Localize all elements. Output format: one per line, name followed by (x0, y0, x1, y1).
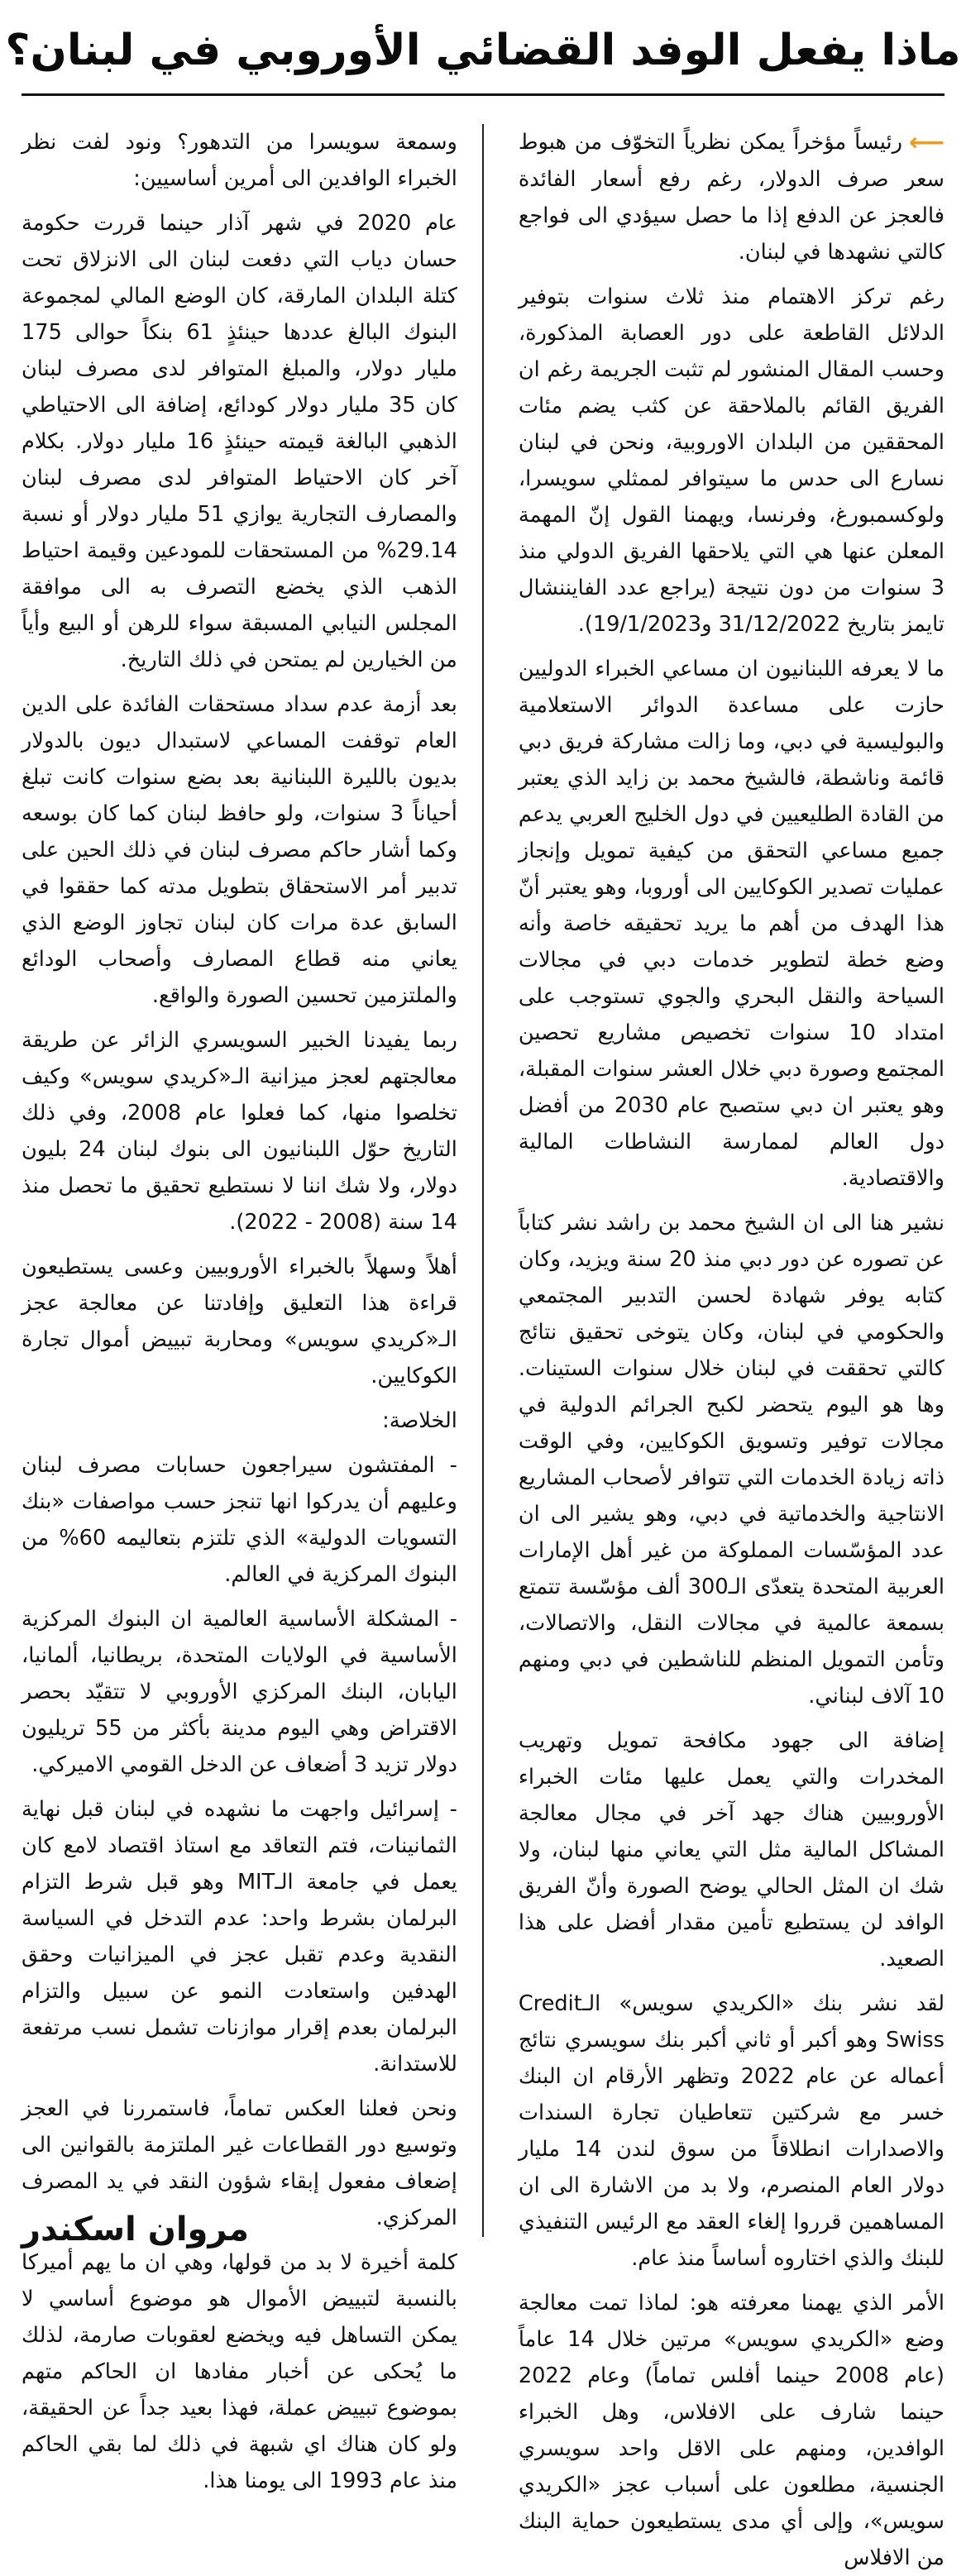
conclusion-heading: الخلاصة: (382, 1408, 457, 1433)
paragraph: ربما يفيدنا الخبير السويسري الزائر عن طريقة معالجتهم لعجز ميزانية الـ«كريدي سويس» وكيف تخلصوا منها، كما فعلوا عام 2008، وفي ذلك التاريخ حوّل اللبنانيون الى بنوك لبنان 24 بليون دولار، ولا شك اننا لا نستطيع تحقيق ما تحصل منذ 14 سنة (2008 - 2022). (22, 1028, 457, 1235)
paragraph: ونحن فعلنا العكس تماماً، فاستمررنا في العجز وتوسيع دور القطاعات غير الملتزمة بالقوانين الى إضعاف مفعول إبقاء شؤون النقد في يد المصرف المركزي. (22, 2096, 457, 2230)
paragraph: كلمة أخيرة لا بد من قولها، وهي ان ما يهم أميركا بالنسبة لتبييض الأموال هو موضوع أساسي لا يمكن التساهل فيه ويخضع لعقوبات صارمة، لذلك ما يُحكى عن أخبار مفادها ان الحاكم متهم بموضوع تبييض عملة، فهذا بعيد جداً عن الحقيقة، ولو كان هناك اي شبهة في ذلك لما بقي الحاكم منذ عام 1993 الى يومنا هذا. (22, 2250, 457, 2493)
arrow-left-icon: ⟵ (908, 128, 944, 157)
author-byline: مروان اسكندر (22, 2210, 250, 2249)
paragraph: الأمر الذي يهمنا معرفته هو: لماذا تمت معالجة وضع «الكريدي سويس» مرتين خلال 14 عاماً (عام 2008 حينما أفلس تماماً) وعام 2022 حينما شارف على الافلاس، وهل الخبراء الوافدين، ومنهم على الاقل واحد سويسري الجنسية، مطلعون على أسباب عجز «الكريدي سويس»، وإلى أي مدى يستطيعون حماية البنك من الافلاس (518, 2291, 944, 2570)
paragraph: نشير هنا الى ان الشيخ محمد بن راشد نشر كتاباً عن تصوره عن دور دبي منذ 20 سنة ويزيد، وكان كتابه يوفر شهادة لحسن التدبير المجتمعي والحكومي في لبنان، وكان يتوخى تحقيق نتائج كالتي تحققت في لبنان خلال سنوات الستينات. وها هو اليوم يتحضر لكبح الجرائم الدولية في مجالات توفير وتسويق الكوكايين، وفي الوقت ذاته زيادة الخدمات التي تتوافر لأصحاب المشاريع الانتاجية والخدماتية في دبي، وهو يشير الى ان عدد المؤسّسات المملوكة من غير أهل الإمارات العربية المتحدة يتعدّى الـ300 ألف مؤسّسة تتمتع بسمعة عالمية في مجالات النقل، والاتصالات، وتأمن التمويل المنظم للناشطين في دبي ومنهم 10 آلاف لبناني. (518, 1211, 945, 1709)
column-divider (482, 124, 484, 2237)
right-column (500, 124, 945, 2570)
paragraph: أهلاً وسهلاً بالخبراء الأوروبيين وعسى يستطيعون قراءة هذا التعليق وإفادتنا عن معالجة عجز الـ«كريدي سويس» ومحاربة تبييض أموال تجارة الكوكايين. (22, 1255, 457, 1388)
paragraph: ما لا يعرفه اللبنانيون ان مساعي الخبراء الدوليين حازت على مساعدة الدوائر الاستعلامية والبوليسية في دبي، وما زالت مشاركة فريق دبي قائمة وناشطة، فالشيخ محمد بن زايد الذي يعتبر من القادة الطليعيين في دول الخليج العربي يدعم جميع مساعي التحقق من كيفية تمويل وإنجاز عمليات تصدير الكوكايين الى أوروبا، وهو يعتبر أنّ هذا الهدف من أهم ما يريد تحقيقه خاصة وأنه وضع خطة لتطوير خدمات دبي في مجالات السياحة والنقل البحري والجوي تستوجب على امتداد 10 سنوات تخصيص مشاريع تحصين المجتمع وصورة دبي خلال العشر سنوات المقبلة، وهو يعتبر ان دبي ستصبح عام 2030 من أفضل دول العالم لممارسة النشاطات المالية والاقتصادية. (518, 657, 945, 1191)
paragraph: رغم تركز الاهتمام منذ ثلاث سنوات بتوفير الدلائل القاطعة على دور العصابة المذكورة، وحسب المقال المنشور لم تثبت الجريمة رغم ان الفريق القائم بالملاحقة عن كثب يضم مئات المحققين من البلدان الاوروبية، ونحن في لبنان نسارع الى حدس ما سيتوافر لممثلي سويسرا، ولوكسمبورغ، وفرنسا، ويهمنا القول إنّ المهمة المعلن عنها هي التي يلاحقها الفريق الدولي منذ 3 سنوات من دون نتيجة (يراجع عدد الفايننشال تايمز بتاريخ 31/12/2022 و19/1/2023). (518, 284, 944, 637)
paragraph: - المشكلة الأساسية العالمية ان البنوك المركزية الأساسية في الولايات المتحدة، بريطانيا، ألمانيا، اليابان، البنك المركزي الأوروبي لا تتقيّد بحصر الاقتراض وهي اليوم مدينة بأكثر من 55 تريليون دولار تزيد 3 أضعاف عن الدخل القومي الاميركي. (22, 1607, 457, 1777)
paragraph: بعد أزمة عدم سداد مستحقات الفائدة على الدين العام توقفت المساعي لاستبدال ديون بالدولار بديون بالليرة اللبنانية بعد بضع سنوات كانت تبلغ أحياناً 3 سنوات، ولو حافظ لبنان كما كان بوسعه وكما أشار حاكم مصرف لبنان في ذلك الحين على تدبير أمر الاستحقاق بتطويل مدته كما حققوا في السابق عدة مرات كان لبنان تجاوز الوضع الذي يعاني منه قطاع المصارف وأصحاب الودائع والملتزمين تحسين الصورة والواقع. (22, 692, 457, 1008)
paragraph: - المفتشون سيراجعون حسابات مصرف لبنان وعليهم أن يدركوا انها تنجز حسب مواصفات «بنك التسويات الدولية» الذي تلتزم بتعاليمه 60% من البنوك المركزية في العالم. (22, 1453, 457, 1587)
article-headline: ماذا يفعل الوفد القضائي الأوروبي في لبنان؟ (22, 15, 944, 96)
paragraph: لقد نشر بنك «الكريدي سويس» الـCredit Swiss وهو أكبر أو ثاني أكبر بنك سويسري نتائج أعماله عن عام 2022 وتظهر الأرقام ان البنك خسر مع شركتين تتعاطيان تجارة السندات والاصدارات انطلاقاً من سوق لندن 14 مليار دولار العام المنصرم، ولا بد من الاشارة الى ان المساهمين قرروا إلغاء العقد مع الرئيس التنفيذي للبنك والذي اختاروه أساساً منذ عام. (518, 1991, 945, 2271)
paragraph: إضافة الى جهود مكافحة تمويل وتهريب المخدرات والتي يعمل عليها مئات الخبراء الأوروبيين هناك جهد آخر في مجال معالجة المشاكل المالية مثل التي يعاني منها لبنان، ولا شك ان المثل الحالي يوضح الصورة وأنّ الفريق الوافد لن يستطيع تأمين مقدار أفضل على هذا الصعيد. (518, 1728, 944, 1971)
paragraph-text: رئيساً مؤخراً يمكن نظرياً التخوّف من هبوط سعر صرف الدولار، رغم رفع أسعار الفائدة فالعجز عن الدفع إذا ما حصل سيؤدي الى فواجع كالتي نشهدها في لبنان. (518, 130, 944, 265)
paragraph: عام 2020 في شهر آذار حينما قررت حكومة حسان دياب التي دفعت لبنان الى الانزلاق تحت كتلة البلدان المارقة، كان الوضع المالي لمجموعة البنوك البالغ عددها حينئذٍ 61 بنكاً حوالى 175 مليار دولار، والمبلغ المتوافر لدى مصرف لبنان كان 35 مليار دولار كودائع، إضافة الى الاحتياطي الذهبي البالغة قيمته حينئذٍ 16 مليار دولار. بكلام آخر كان الاحتياط المتوافر لدى مصرف لبنان والمصارف التجارية يوازي 51 مليار دولار أو نسبة 29.14% من المستحقات للمودعين وقيمة احتياط الذهب الذي يخضع التصرف به الى موافقة المجلس النيابي المسبقة سواء للرهن أو البيع وأياً من الخيارين لم يمتحن في ذلك التاريخ. (22, 211, 457, 672)
paragraph: وسمعة سويسرا من التدهور؟ ونود لفت نظر الخبراء الوافدين الى أمرين أساسيين: (22, 130, 457, 191)
paragraph: - إسرائيل واجهت ما نشهده في لبنان قبل نهاية الثمانينات، فتم التعاقد مع استاذ اقتصاد لامع كان يعمل في جامعة الـMIT وهو قبل شرط التزام البرلمان بشرط واحد: عدم التدخل في السياسة النقدية وعدم تقبل عجز في الميزانيات وحقق الهدفين واستعادت النمو عن سبيل والتزام البرلمان بعدم إقرار موازنات تشمل نسب مرتفعة للاستدانة. (22, 1797, 457, 2077)
paragraph (519, 124, 944, 270)
